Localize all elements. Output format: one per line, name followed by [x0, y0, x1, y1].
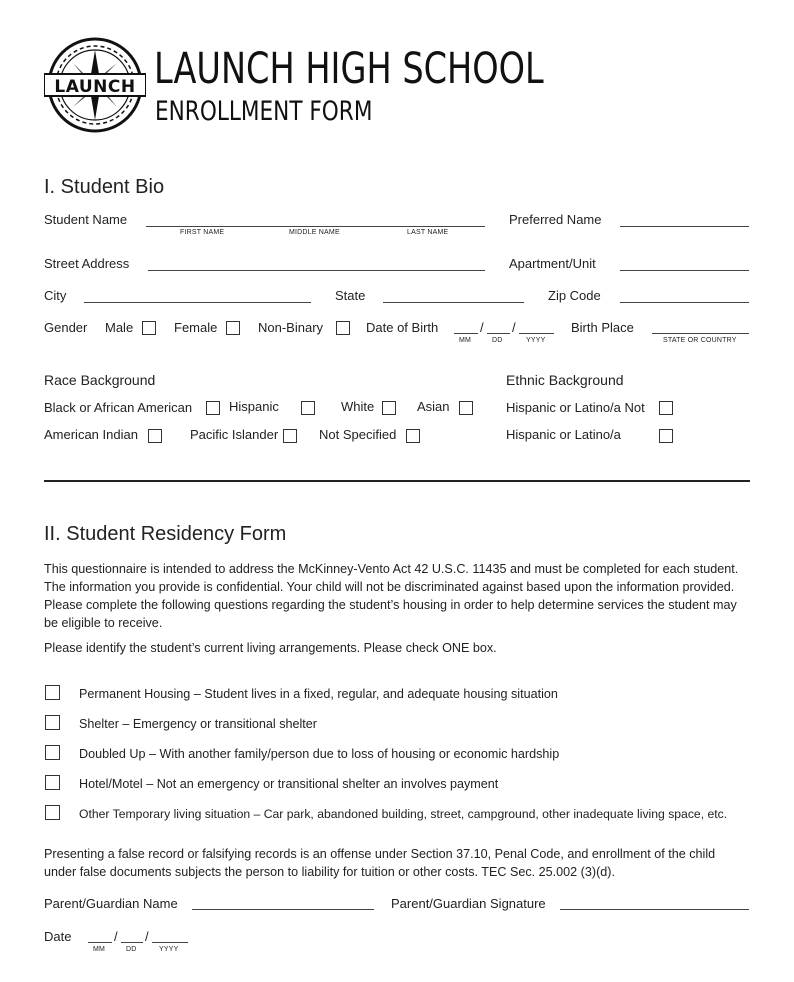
hispanic-yes-label: Hispanic or Latino/a [506, 427, 621, 442]
guardian-name-label: Parent/Guardian Name [44, 896, 178, 911]
city-label: City [44, 288, 67, 303]
middle-name-caption: MIDDLE NAME [289, 229, 340, 236]
section-divider [44, 480, 750, 482]
dob-dd-caption: DD [492, 337, 503, 344]
apartment-field[interactable] [620, 270, 749, 271]
black-checkbox[interactable] [206, 401, 220, 415]
hispanic-label: Hispanic [229, 399, 279, 414]
guardian-signature-field[interactable] [560, 909, 749, 910]
dob-yyyy-caption: YYYY [526, 337, 546, 344]
hispanic-not-checkbox[interactable] [659, 401, 673, 415]
male-label: Male [105, 320, 134, 335]
dob-slash-2: / [512, 320, 516, 335]
state-field[interactable] [383, 302, 524, 303]
state-label: State [335, 288, 366, 303]
date-mm-caption: MM [93, 946, 106, 953]
race-heading: Race Background [44, 372, 156, 388]
preferred-name-field[interactable] [620, 226, 749, 227]
hispanic-checkbox[interactable] [301, 401, 315, 415]
school-logo [44, 36, 146, 134]
not-specified-checkbox[interactable] [406, 429, 420, 443]
city-field[interactable] [84, 302, 311, 303]
false-record-warning: Presenting a false record or falsifying records is an offense under Section 37.10, Penal Code, and enrollment of the child under false documents subjects the person to liability for tuition or other costs. TEC Sec. 25.002 (3)(d). [44, 847, 716, 879]
residency-heading: II. Student Residency Form [44, 523, 287, 545]
residency-intro: This questionnaire is intended to address the McKinney-Vento Act 42 U.S.C. 11435 and must be completed for each student. The information you provide is confidential. Your child will not be discriminated against based upon the information provided. Please complete the following questions regarding the student’s housing in order to help determine services the student may be eligible to receive. [44, 562, 739, 630]
pacific-islander-checkbox[interactable] [283, 429, 297, 443]
doubled-up-checkbox[interactable] [45, 745, 60, 760]
student-name-label: Student Name [44, 212, 128, 227]
dob-day-field[interactable] [487, 333, 510, 334]
date-day-field[interactable] [121, 942, 143, 943]
white-label: White [341, 399, 375, 414]
asian-checkbox[interactable] [459, 401, 473, 415]
other-temporary-label: Other Temporary living situation – Car park, abandoned building, street, campground, other inadequate living space, etc. [79, 807, 728, 821]
permanent-housing-checkbox[interactable] [45, 685, 60, 700]
guardian-signature-label: Parent/Guardian Signature [391, 896, 546, 911]
dob-label: Date of Birth [366, 320, 439, 335]
date-yyyy-caption: YYYY [159, 946, 179, 953]
zip-field[interactable] [620, 302, 749, 303]
date-year-field[interactable] [152, 942, 188, 943]
student-name-field[interactable] [146, 226, 485, 227]
american-indian-label: American Indian [44, 427, 138, 442]
page-title: LAUNCH HIGH SCHOOL [154, 44, 544, 94]
page-subtitle: ENROLLMENT FORM [155, 96, 373, 127]
bio-heading: I. Student Bio [44, 176, 165, 198]
permanent-housing-label: Permanent Housing – Student lives in a fixed, regular, and adequate housing situation [79, 687, 558, 701]
not-specified-label: Not Specified [319, 427, 397, 442]
ethnic-heading: Ethnic Background [506, 372, 624, 388]
white-checkbox[interactable] [382, 401, 396, 415]
female-label: Female [174, 320, 218, 335]
birth-place-field[interactable] [652, 333, 749, 334]
gender-label: Gender [44, 320, 88, 335]
date-label: Date [44, 929, 72, 944]
female-checkbox[interactable] [226, 321, 240, 335]
hotel-motel-label: Hotel/Motel – Not an emergency or transitional shelter an involves payment [79, 777, 499, 791]
date-month-field[interactable] [88, 942, 112, 943]
dob-slash-1: / [480, 320, 484, 335]
zip-label: Zip Code [548, 288, 601, 303]
hispanic-yes-checkbox[interactable] [659, 429, 673, 443]
pacific-islander-label: Pacific Islander [190, 427, 279, 442]
shelter-checkbox[interactable] [45, 715, 60, 730]
dob-month-field[interactable] [454, 333, 478, 334]
date-slash-1: / [114, 929, 118, 944]
black-label: Black or African American [44, 400, 193, 415]
apartment-label: Apartment/Unit [509, 256, 596, 271]
other-temporary-checkbox[interactable] [45, 805, 60, 820]
date-dd-caption: DD [126, 946, 137, 953]
non-binary-label: Non-Binary [258, 320, 324, 335]
state-or-country-caption: STATE OR COUNTRY [663, 337, 737, 344]
american-indian-checkbox[interactable] [148, 429, 162, 443]
birth-place-label: Birth Place [571, 320, 634, 335]
logo-text: LAUNCH [54, 77, 136, 97]
first-name-caption: FIRST NAME [180, 229, 225, 236]
dob-year-field[interactable] [519, 333, 554, 334]
street-address-label: Street Address [44, 256, 130, 271]
preferred-name-label: Preferred Name [509, 212, 602, 227]
asian-label: Asian [417, 399, 450, 414]
hispanic-not-label: Hispanic or Latino/a Not [506, 400, 645, 415]
last-name-caption: LAST NAME [407, 229, 449, 236]
dob-mm-caption: MM [459, 337, 472, 344]
shelter-label: Shelter – Emergency or transitional shelter [79, 717, 317, 731]
male-checkbox[interactable] [142, 321, 156, 335]
date-slash-2: / [145, 929, 149, 944]
street-address-field[interactable] [148, 270, 485, 271]
hotel-motel-checkbox[interactable] [45, 775, 60, 790]
non-binary-checkbox[interactable] [336, 321, 350, 335]
doubled-up-label: Doubled Up – With another family/person due to loss of housing or economic hardship [79, 747, 560, 761]
residency-instruction: Please identify the student’s current living arrangements. Please check ONE box. [44, 641, 497, 655]
guardian-name-field[interactable] [192, 909, 374, 910]
